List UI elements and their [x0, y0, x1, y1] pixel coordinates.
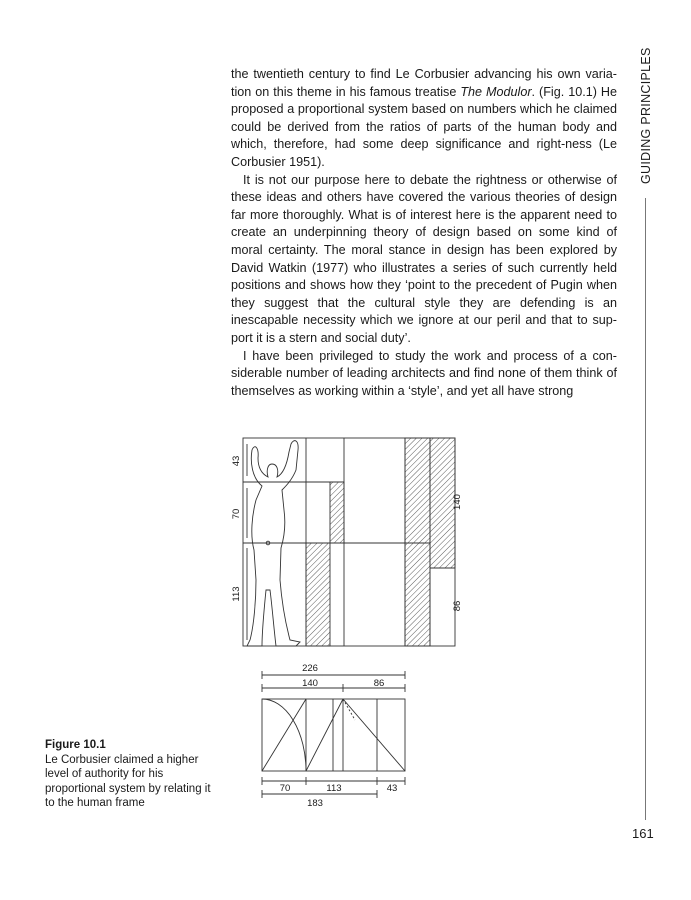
- lower-diagram: [262, 671, 405, 798]
- lower-frame: [262, 699, 405, 771]
- hatched-band: [405, 438, 430, 646]
- dim-label-43: 43: [386, 783, 398, 794]
- book-title: The Modulor: [460, 84, 532, 99]
- diagonal: [306, 699, 343, 771]
- dim-label-70: 70: [279, 783, 291, 794]
- dim-label-43: 43: [231, 455, 242, 467]
- dim-label-86: 86: [452, 600, 463, 612]
- dim-label-113: 113: [326, 783, 342, 794]
- hatched-band: [330, 482, 344, 543]
- dim-label-226: 226: [302, 663, 318, 674]
- dashed-line: [343, 699, 355, 720]
- diagonal: [343, 699, 405, 771]
- paragraph-2: It is not our purpose here to debate the rightness or otherwise of these ideas and others have covered the various theories of design far more thoroughly. What is of interest here is the apparent need to create an underpinning theory of design based on some kind of moral certainty. The moral stance in design has been explored by David Watkin (1977) who illustrates a series of such currently held positions and shows how they ‘point to the precedent of Pugin when they suggest that the cultural style they are defending is an inescapable necessity which we ignore at our peril and that to sup-port it is a stern and social duty’.: [231, 172, 617, 345]
- dim-label-140: 140: [302, 678, 318, 689]
- upper-diagram: [243, 438, 455, 646]
- dim-label-183: 183: [307, 798, 323, 809]
- paragraph-3: I have been privileged to study the work and process of a con-siderable number of leading architects and find none of them think of themselves as working within a ‘style’, and yet all have strong: [231, 348, 617, 398]
- paragraph-1: the twentieth century to find Le Corbusier advancing his own varia-tion on this theme in his famous treatise The Modulor. (Fig. 10.1) He proposed a proportional system based on numbers which he claimed could be derived from the ratios of parts of the human body and which, therefore, had some deep significance and right-ness (Le Corbusier 1951).: [231, 67, 618, 169]
- page-number: 161: [632, 826, 654, 841]
- dim-label-140: 140: [452, 494, 463, 510]
- running-section-title: GUIDING PRINCIPLES: [639, 47, 653, 184]
- caption-text: Le Corbusier claimed a higher level of authority for his proportional system by relating it to the human frame: [45, 753, 211, 809]
- dim-label-113: 113: [231, 586, 242, 602]
- dim-label-86: 86: [373, 678, 385, 689]
- caption-title: Figure 10.1: [45, 739, 106, 751]
- diagonal: [262, 699, 306, 771]
- dim-label-70: 70: [231, 508, 242, 520]
- hatched-band: [306, 543, 330, 646]
